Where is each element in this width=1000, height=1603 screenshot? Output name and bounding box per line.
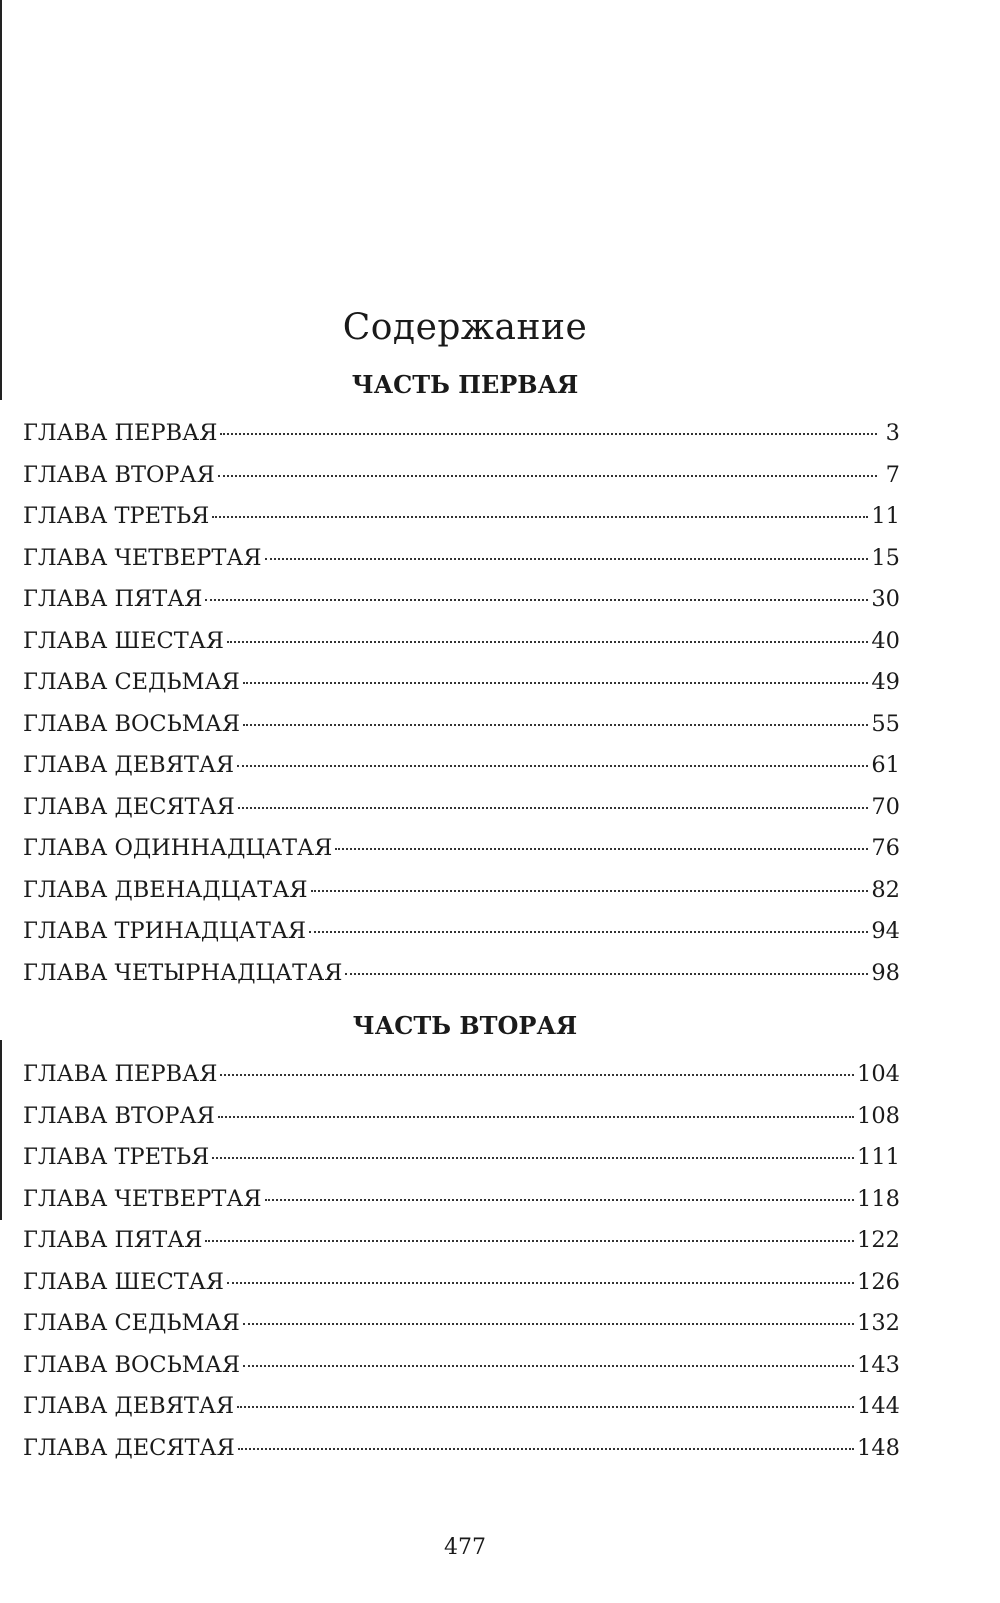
toc-entry xyxy=(23,545,900,587)
chapter-page-number: 98 xyxy=(871,959,900,986)
dot-leader xyxy=(227,1282,854,1284)
chapter-page-number: 118 xyxy=(857,1185,900,1212)
chapter-page-number: 30 xyxy=(871,586,900,612)
dot-leader xyxy=(238,1448,854,1450)
chapter-page-number: 108 xyxy=(857,1102,900,1129)
chapter-page-number: 94 xyxy=(871,918,900,944)
chapter-page-number: 15 xyxy=(871,544,900,571)
toc-entry xyxy=(23,503,900,545)
toc-entry xyxy=(23,711,900,753)
dot-leader xyxy=(205,1240,854,1242)
chapter-title: ГЛАВА ВОСЬМАЯ xyxy=(23,1351,241,1378)
toc-entry xyxy=(23,1227,900,1269)
chapter-title: ГЛАВА ТРИНАДЦАТАЯ xyxy=(23,918,307,944)
dot-leader xyxy=(265,558,869,560)
dot-leader xyxy=(243,682,869,684)
chapter-page-number: 82 xyxy=(871,876,900,903)
chapter-title: ГЛАВА СЕДЬМАЯ xyxy=(23,669,240,695)
toc-entry xyxy=(23,462,900,504)
dot-leader xyxy=(220,1074,854,1076)
dot-leader xyxy=(243,1323,854,1325)
toc-entry xyxy=(23,1352,900,1394)
toc-entry xyxy=(23,1103,900,1145)
chapter-title: ГЛАВА ОДИННАДЦАТАЯ xyxy=(23,835,333,861)
chapter-title: ГЛАВА ШЕСТАЯ xyxy=(23,627,224,654)
toc-entry xyxy=(23,1393,900,1435)
dot-leader xyxy=(218,475,877,477)
chapter-title: ГЛАВА ДЕСЯТАЯ xyxy=(23,1434,235,1461)
toc-entry xyxy=(23,1310,900,1352)
chapter-page-number: 143 xyxy=(857,1351,900,1378)
chapter-page-number: 126 xyxy=(857,1268,900,1295)
dot-leader xyxy=(218,1116,854,1118)
chapter-title: ГЛАВА ПЯТАЯ xyxy=(23,586,203,612)
toc-entry xyxy=(23,420,900,462)
toc-part-one xyxy=(23,420,900,1001)
chapter-title: ГЛАВА ВТОРАЯ xyxy=(23,1102,215,1129)
chapter-page-number: 70 xyxy=(871,793,900,820)
dot-leader xyxy=(309,931,868,933)
toc-entry xyxy=(23,628,900,670)
dot-leader xyxy=(311,890,869,892)
toc-entry xyxy=(23,960,900,1002)
dot-leader xyxy=(237,1406,854,1408)
dot-leader xyxy=(238,807,869,809)
toc-entry xyxy=(23,669,900,711)
chapter-page-number: 40 xyxy=(871,627,900,654)
chapter-title: ГЛАВА ТРЕТЬЯ xyxy=(23,503,210,529)
chapter-page-number: 3 xyxy=(885,420,900,446)
chapter-page-number: 61 xyxy=(871,752,900,778)
dot-leader xyxy=(212,516,868,518)
chapter-page-number: 76 xyxy=(871,835,900,861)
chapter-title: ГЛАВА ЧЕТВЕРТАЯ xyxy=(23,1185,262,1212)
chapter-title: ГЛАВА ВОСЬМАЯ xyxy=(23,710,241,737)
dot-leader xyxy=(345,973,868,975)
dot-leader xyxy=(227,641,868,643)
chapter-page-number: 104 xyxy=(857,1061,900,1087)
toc-part-two xyxy=(23,1061,900,1476)
part-two-heading: ЧАСТЬ ВТОРАЯ xyxy=(352,1011,578,1040)
dot-leader xyxy=(205,599,868,601)
chapter-page-number: 122 xyxy=(857,1227,900,1253)
chapter-title: ГЛАВА ЧЕТВЕРТАЯ xyxy=(23,544,262,571)
toc-entry xyxy=(23,752,900,794)
toc-entry xyxy=(23,1061,900,1103)
chapter-title: ГЛАВА ПЯТАЯ xyxy=(23,1227,203,1253)
chapter-page-number: 144 xyxy=(857,1393,900,1419)
page-edge-line-lower xyxy=(0,1040,2,1220)
chapter-page-number: 7 xyxy=(885,461,900,488)
part-one-heading: ЧАСТЬ ПЕРВАЯ xyxy=(351,370,579,399)
chapter-page-number: 49 xyxy=(871,669,900,695)
toc-entry xyxy=(23,877,900,919)
chapter-title: ГЛАВА ЧЕТЫРНАДЦАТАЯ xyxy=(23,959,343,986)
dot-leader xyxy=(335,848,868,850)
chapter-page-number: 55 xyxy=(871,710,900,737)
chapter-page-number: 111 xyxy=(857,1144,900,1170)
chapter-title: ГЛАВА ДЕСЯТАЯ xyxy=(23,793,235,820)
chapter-title: ГЛАВА ВТОРАЯ xyxy=(23,461,215,488)
page-title: Содержание xyxy=(342,307,588,349)
toc-entry xyxy=(23,1144,900,1186)
chapter-page-number: 132 xyxy=(857,1310,900,1336)
toc-entry xyxy=(23,918,900,960)
dot-leader xyxy=(243,1365,854,1367)
chapter-title: ГЛАВА ДЕВЯТАЯ xyxy=(23,1393,235,1419)
chapter-title: ГЛАВА СЕДЬМАЯ xyxy=(23,1310,240,1336)
chapter-title: ГЛАВА ПЕРВАЯ xyxy=(23,1061,218,1087)
toc-entry xyxy=(23,1186,900,1228)
toc-entry xyxy=(23,1269,900,1311)
chapter-page-number: 148 xyxy=(857,1434,900,1461)
toc-entry xyxy=(23,1435,900,1477)
toc-entry xyxy=(23,794,900,836)
dot-leader xyxy=(243,724,868,726)
chapter-page-number: 11 xyxy=(871,503,900,529)
chapter-title: ГЛАВА ПЕРВАЯ xyxy=(23,420,218,446)
dot-leader xyxy=(237,765,868,767)
toc-entry xyxy=(23,586,900,628)
toc-entry xyxy=(23,835,900,877)
chapter-title: ГЛАВА ДЕВЯТАЯ xyxy=(23,752,235,778)
dot-leader xyxy=(212,1157,854,1159)
dot-leader xyxy=(220,433,877,435)
chapter-title: ГЛАВА ШЕСТАЯ xyxy=(23,1268,224,1295)
dot-leader xyxy=(265,1199,854,1201)
chapter-title: ГЛАВА ТРЕТЬЯ xyxy=(23,1144,210,1170)
chapter-title: ГЛАВА ДВЕНАДЦАТАЯ xyxy=(23,876,308,903)
page-number: 477 xyxy=(444,1535,486,1560)
